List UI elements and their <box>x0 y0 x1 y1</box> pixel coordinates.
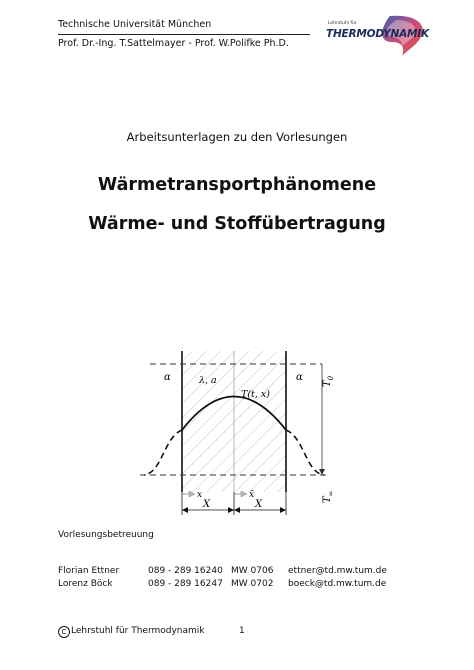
header-rule <box>58 34 310 35</box>
title-line1: Wärmetransportphänomene <box>97 175 377 195</box>
boundary-layer-left <box>144 430 182 475</box>
professors-line: Prof. Dr.-Ing. T.Sattelmayer - Prof. W.Polifke Ph.D. <box>58 38 289 49</box>
label-temperature: T(t, x) <box>241 389 270 400</box>
contact-email[interactable]: ettner@td.mw.tum.de <box>288 566 387 576</box>
label-lambda-a: λ, a <box>199 375 217 386</box>
copyright-icon: C <box>58 626 70 638</box>
label-t0: $T_0$ <box>322 375 335 387</box>
label-xbar: x̄ <box>249 490 255 500</box>
contact-email[interactable]: boeck@td.mw.tum.de <box>288 579 387 589</box>
label-alpha-left: α <box>164 372 171 383</box>
label-x: x <box>197 490 203 500</box>
page-number: 1 <box>239 626 245 636</box>
contact-name: Florian Ettner <box>58 566 120 576</box>
footer-copyright <box>58 626 205 638</box>
contact-room: MW 0706 <box>231 566 274 576</box>
contact-room: MW 0702 <box>231 579 274 589</box>
boundary-layer-right <box>286 430 324 475</box>
title-subtitle: Arbeitsunterlagen zu den Vorlesungen <box>126 130 348 144</box>
university-name: Technische Universität München <box>58 19 212 30</box>
contact-phone: 089 - 289 16240 <box>148 566 223 576</box>
label-X-left: X <box>203 499 211 510</box>
logo-big-text: THERMODYNAMIK <box>326 28 429 40</box>
support-heading: Vorlesungsbetreuung <box>58 530 154 540</box>
title-line2: Wärme- und Stoffübertragung <box>88 214 386 234</box>
thermodynamik-logo <box>322 12 432 58</box>
label-alpha-right: α <box>296 372 303 383</box>
contact-name: Lorenz Böck <box>58 579 113 589</box>
contact-phone: 089 - 289 16247 <box>148 579 223 589</box>
footer-copyright-text: Lehrstuhl für Thermodynamik <box>71 626 205 636</box>
label-tinf: $T_\infty$ <box>322 490 335 503</box>
logo-small-text: Lehrstuhl für <box>328 21 357 26</box>
temperature-profile-figure <box>0 345 474 525</box>
label-X-right: X <box>255 499 263 510</box>
